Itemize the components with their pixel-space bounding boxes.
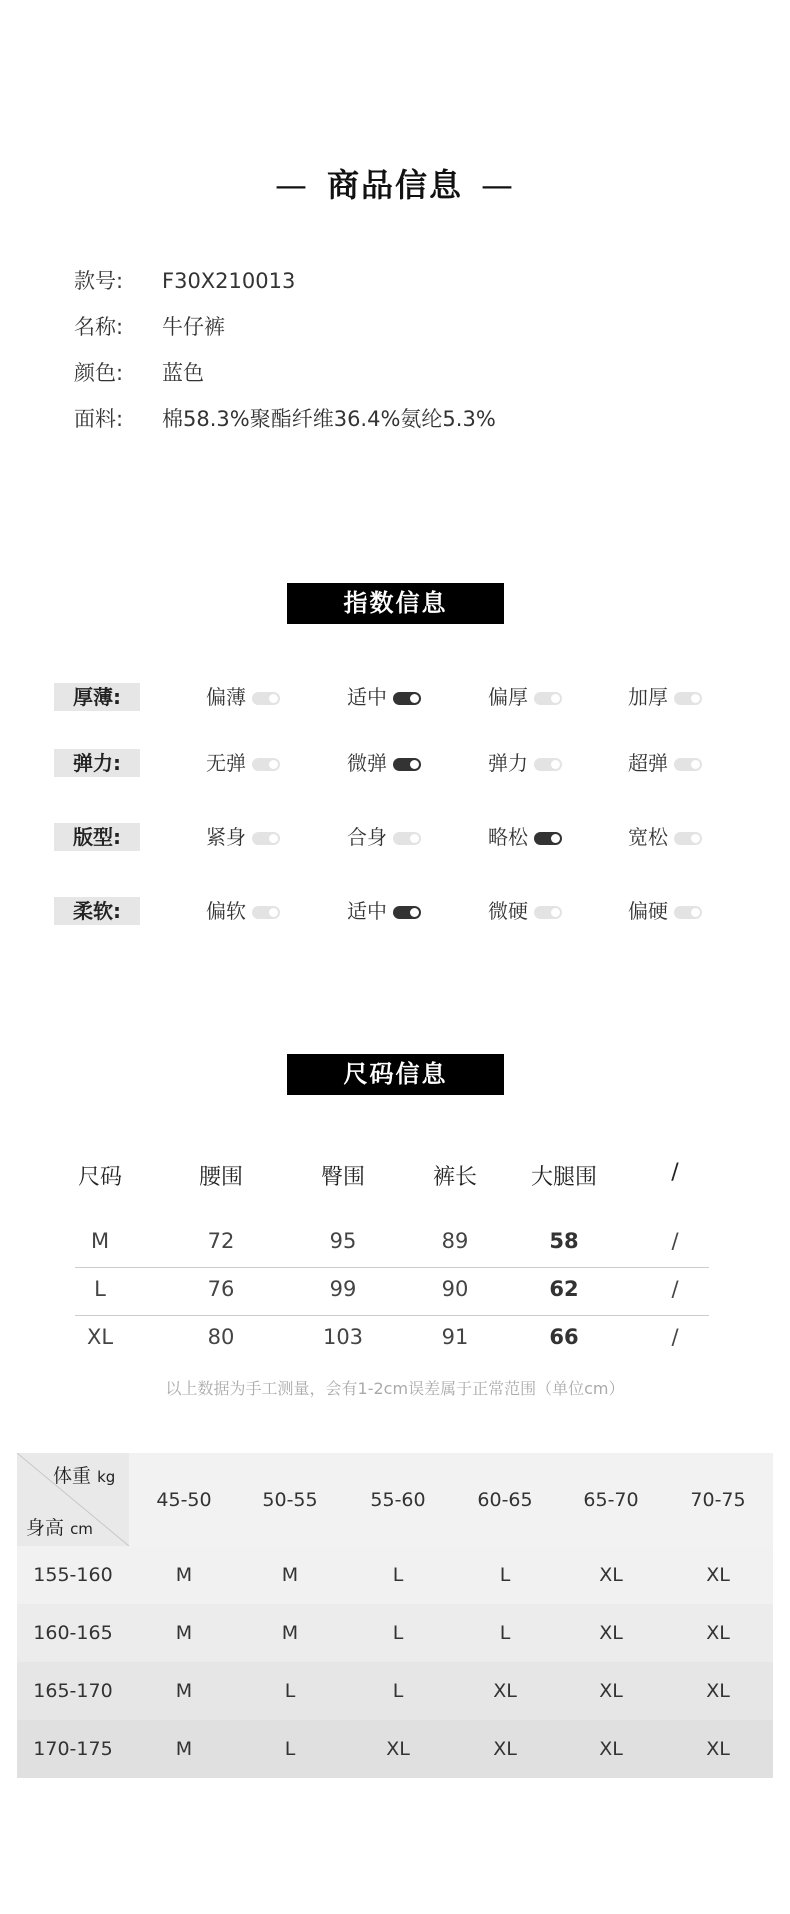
index-option-label: 微硬 (488, 899, 528, 923)
index-option-label: 弹力 (488, 751, 528, 775)
index-option (206, 683, 280, 711)
info-value: 棉58.3%聚酯纤维36.4%氨纶5.3% (162, 407, 496, 431)
toggle-off-icon (674, 832, 702, 845)
toggle-off-icon (252, 906, 280, 919)
recommend-row (17, 1662, 773, 1720)
size-cell: / (671, 1277, 679, 1301)
index-option (488, 749, 562, 777)
recommended-size-cell: L (284, 1738, 296, 1760)
index-row-label: 厚薄: (54, 683, 140, 711)
size-cell: 91 (441, 1325, 469, 1349)
recommend-row (17, 1604, 773, 1662)
index-option-label: 超弹 (628, 751, 668, 775)
toggle-off-icon (534, 692, 562, 705)
index-option (488, 823, 562, 851)
size-cell: / (671, 1229, 679, 1253)
index-option-label: 略松 (488, 825, 528, 849)
toggle-off-icon (252, 832, 280, 845)
index-option (206, 897, 280, 925)
index-option (347, 897, 421, 925)
recommended-size-cell: M (175, 1564, 193, 1586)
weight-range-cell: 70-75 (690, 1488, 746, 1511)
size-cell: 103 (322, 1325, 364, 1349)
size-header-cell: 裤长 (432, 1165, 477, 1190)
info-value: F30X210013 (162, 269, 296, 293)
height-range-cell: 160-165 (33, 1622, 113, 1644)
title-dash-left: — (274, 166, 309, 204)
toggle-off-icon (393, 832, 421, 845)
info-row-fabric (74, 403, 496, 433)
recommended-size-cell: XL (599, 1622, 623, 1644)
index-row-label: 柔软: (54, 897, 140, 925)
index-option-label: 偏薄 (206, 685, 246, 709)
weight-range-cell: 55-60 (370, 1488, 426, 1511)
index-option (488, 683, 562, 711)
index-option (347, 749, 421, 777)
size-recommend-table (17, 1453, 773, 1778)
weight-range-cell: 65-70 (583, 1488, 639, 1511)
recommended-size-cell: XL (706, 1738, 730, 1760)
size-cell: 99 (329, 1277, 357, 1301)
size-cell: / (671, 1325, 679, 1349)
row-divider (75, 1315, 709, 1316)
index-option-label: 加厚 (628, 685, 668, 709)
recommended-size-cell: M (281, 1622, 299, 1644)
measurement-note: 以上数据为手工测量，会有1-2cm误差属于正常范围（单位cm） (165, 1379, 625, 1398)
product-info-title-text: 商品信息 (326, 166, 463, 204)
index-option-label: 适中 (347, 685, 387, 709)
recommended-size-cell: XL (599, 1738, 623, 1760)
size-header-cell: 臀围 (320, 1165, 365, 1190)
info-value: 蓝色 (162, 361, 204, 385)
index-option (347, 823, 421, 851)
height-range-cell: 170-175 (33, 1738, 113, 1760)
recommended-size-cell: XL (706, 1564, 730, 1586)
info-row-style-no (74, 265, 295, 295)
weight-range-cell: 50-55 (262, 1488, 318, 1511)
info-key: 款号: (74, 269, 124, 293)
recommend-row (17, 1720, 773, 1778)
size-info-banner: 尺码信息 (287, 1054, 504, 1095)
size-cell: 58 (549, 1229, 579, 1253)
height-range-cell: 165-170 (33, 1680, 113, 1702)
recommended-size-cell: XL (706, 1622, 730, 1644)
info-row-color (74, 357, 204, 387)
toggle-on-icon (534, 832, 562, 845)
toggle-off-icon (674, 758, 702, 771)
recommended-size-cell: L (392, 1680, 404, 1702)
index-option-label: 偏软 (206, 899, 246, 923)
recommended-size-cell: XL (706, 1680, 730, 1702)
weight-range-cell: 60-65 (477, 1488, 533, 1511)
recommended-size-cell: M (175, 1680, 193, 1702)
toggle-off-icon (534, 906, 562, 919)
recommended-size-cell: M (175, 1622, 193, 1644)
size-cell: 76 (207, 1277, 235, 1301)
toggle-off-icon (252, 692, 280, 705)
row-divider (75, 1267, 709, 1268)
size-header-cell: 腰围 (198, 1165, 243, 1190)
size-header-cell: 大腿围 (530, 1165, 597, 1190)
height-header (26, 1513, 93, 1540)
size-cell: 90 (441, 1277, 469, 1301)
recommended-size-cell: XL (599, 1680, 623, 1702)
index-option (347, 683, 421, 711)
index-option-label: 偏硬 (628, 899, 668, 923)
recommend-row (17, 1546, 773, 1604)
info-value: 牛仔裤 (162, 315, 225, 339)
height-unit: cm (70, 1520, 93, 1538)
recommended-size-cell: L (392, 1622, 404, 1644)
recommended-size-cell: XL (493, 1680, 517, 1702)
title-dash-right: — (481, 166, 515, 204)
size-cell: M (90, 1229, 110, 1253)
toggle-on-icon (393, 692, 421, 705)
toggle-off-icon (674, 906, 702, 919)
index-row-label: 版型: (54, 823, 140, 851)
recommended-size-cell: XL (599, 1564, 623, 1586)
size-cell: 66 (549, 1325, 579, 1349)
index-info-banner: 指数信息 (287, 583, 504, 624)
size-cell: 89 (441, 1229, 469, 1253)
index-row-label: 弹力: (54, 749, 140, 777)
info-row-name (74, 311, 225, 341)
recommended-size-cell: XL (386, 1738, 410, 1760)
index-option (628, 897, 702, 925)
toggle-on-icon (393, 906, 421, 919)
weight-range-cell: 45-50 (156, 1488, 212, 1511)
recommended-size-cell: L (284, 1680, 296, 1702)
index-option-label: 合身 (347, 825, 387, 849)
size-cell: 72 (207, 1229, 235, 1253)
recommended-size-cell: L (392, 1564, 404, 1586)
weight-label: 体重 (53, 1465, 92, 1487)
index-option (206, 823, 280, 851)
index-option (206, 749, 280, 777)
index-option (628, 683, 702, 711)
height-label: 身高 (26, 1517, 65, 1539)
toggle-off-icon (252, 758, 280, 771)
height-range-cell: 155-160 (33, 1564, 113, 1586)
weight-unit: kg (97, 1468, 116, 1486)
recommend-header-row (17, 1453, 773, 1546)
recommended-size-cell: XL (493, 1738, 517, 1760)
index-option-label: 微弹 (347, 751, 387, 775)
recommended-size-cell: M (175, 1738, 193, 1760)
index-option (488, 897, 562, 925)
weight-header (53, 1461, 115, 1488)
recommended-size-cell: L (499, 1622, 511, 1644)
size-cell: XL (86, 1325, 114, 1349)
recommend-corner-cell (17, 1453, 129, 1546)
recommended-size-cell: M (281, 1564, 299, 1586)
index-option-label: 适中 (347, 899, 387, 923)
size-cell: 62 (549, 1277, 579, 1301)
info-key: 面料: (74, 407, 124, 431)
size-cell: 95 (329, 1229, 357, 1253)
index-option-label: 紧身 (206, 825, 246, 849)
index-option (628, 749, 702, 777)
recommended-size-cell: L (499, 1564, 511, 1586)
size-header-cell: / (671, 1160, 679, 1185)
index-option (628, 823, 702, 851)
toggle-on-icon (393, 758, 421, 771)
product-info-title (0, 160, 790, 206)
toggle-off-icon (674, 692, 702, 705)
size-cell: L (94, 1277, 106, 1301)
index-option-label: 偏厚 (488, 685, 528, 709)
info-key: 颜色: (74, 361, 124, 385)
size-cell: 80 (207, 1325, 235, 1349)
index-option-label: 宽松 (628, 825, 668, 849)
info-key: 名称: (74, 315, 124, 339)
index-option-label: 无弹 (206, 751, 246, 775)
size-header-cell: 尺码 (77, 1165, 122, 1190)
toggle-off-icon (534, 758, 562, 771)
